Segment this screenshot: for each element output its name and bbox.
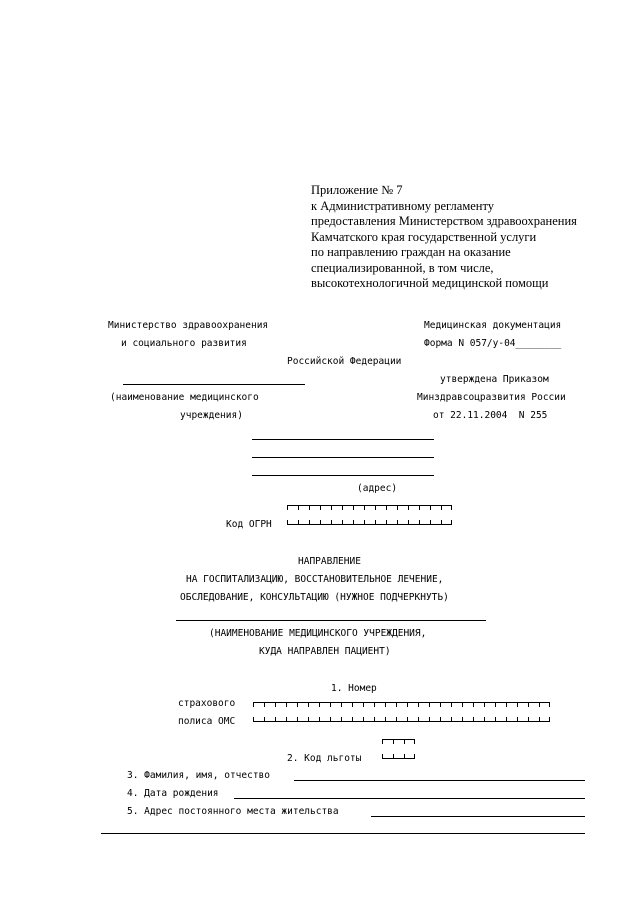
item-5-label: 5. Адрес постоянного места жительства: [127, 806, 339, 817]
char-cell[interactable]: [418, 702, 429, 722]
annex-line: высокотехнологичной медицинской помощи: [311, 276, 549, 290]
destination-caption-2: КУДА НАПРАВЛЕН ПАЦИЕНТ): [259, 646, 391, 657]
annex-line: специализированной, в том числе,: [311, 260, 494, 275]
document-subtitle-1: НА ГОСПИТАЛИЗАЦИЮ, ВОССТАНОВИТЕЛЬНОЕ ЛЕЧЕНИЕ,: [186, 574, 444, 585]
item-3-label: 3. Фамилия, имя, отчество: [127, 770, 270, 781]
address-caption: (адрес): [357, 483, 398, 494]
document-subtitle-2: ОБСЛЕДОВАНИЕ, КОНСУЛЬТАЦИЮ (НУЖНОЕ ПОДЧЕРКНУТЬ): [180, 592, 449, 603]
annex-header: [311, 183, 611, 292]
char-cell[interactable]: [506, 702, 517, 722]
char-cell[interactable]: [275, 702, 286, 722]
address-line-2: [252, 457, 434, 458]
form-number: Форма N 057/у-04________: [424, 338, 562, 349]
birth-date-line[interactable]: [234, 798, 585, 799]
item-1-label: 1. Номер: [331, 683, 377, 694]
char-cell[interactable]: [286, 702, 297, 722]
annex-line: Камчатского края государственной услуги: [311, 229, 537, 244]
char-cell[interactable]: [309, 505, 320, 525]
char-cell[interactable]: [375, 505, 386, 525]
char-cell[interactable]: [473, 702, 484, 722]
char-cell[interactable]: [331, 505, 342, 525]
char-cell[interactable]: [451, 702, 462, 722]
char-cell[interactable]: [408, 505, 419, 525]
annex-line: Приложение № 7: [311, 183, 403, 197]
ministry-line-3: Российской Федерации: [287, 356, 402, 367]
doc-type: Медицинская документация: [424, 320, 562, 331]
char-cell[interactable]: [462, 702, 473, 722]
approved-line-2: Минздравсоцразвития России: [417, 392, 566, 403]
char-cell[interactable]: [319, 702, 330, 722]
char-cell[interactable]: [253, 702, 264, 722]
char-cell[interactable]: [430, 505, 441, 525]
char-cell[interactable]: [407, 702, 418, 722]
char-cell[interactable]: [374, 702, 385, 722]
char-cell[interactable]: [363, 702, 374, 722]
ministry-line-1: Министерство здравоохранения: [108, 320, 269, 331]
document-title: НАПРАВЛЕНИЕ: [298, 556, 361, 567]
char-cell[interactable]: [429, 702, 440, 722]
address-line-3: [252, 475, 434, 476]
ministry-line-2: и социального развития: [121, 338, 247, 349]
polis-number-cell-grid[interactable]: [253, 702, 550, 722]
char-cell[interactable]: [297, 702, 308, 722]
full-name-line[interactable]: [294, 780, 585, 781]
char-cell[interactable]: [298, 505, 309, 525]
ogrn-label: Код ОГРН: [226, 519, 272, 530]
char-cell[interactable]: [528, 702, 539, 722]
benefit-code-cell-grid[interactable]: [382, 739, 415, 759]
char-cell[interactable]: [393, 739, 404, 759]
annex-line: к Административному регламенту: [311, 198, 495, 213]
item-2-label: 2. Код льготы: [287, 753, 362, 764]
item-4-label: 4. Дата рождения: [127, 788, 219, 799]
polis-label-1: страхового: [178, 698, 236, 709]
char-cell[interactable]: [397, 505, 408, 525]
address-line-1: [252, 439, 434, 440]
ogrn-cell-grid[interactable]: [287, 505, 452, 525]
institution-name-line: [123, 384, 305, 385]
bottom-rule: [101, 833, 585, 834]
char-cell[interactable]: [440, 702, 451, 722]
char-cell[interactable]: [353, 505, 364, 525]
annex-line: по направлению граждан на оказание: [311, 245, 511, 259]
char-cell[interactable]: [419, 505, 430, 525]
char-cell[interactable]: [330, 702, 341, 722]
approved-line-1: утверждена Приказом: [440, 374, 549, 385]
destination-caption-1: (НАИМЕНОВАНИЕ МЕДИЦИНСКОГО УЧРЕЖДЕНИЯ,: [209, 628, 427, 639]
char-cell[interactable]: [352, 702, 363, 722]
polis-label-2: полиса ОМС: [178, 716, 236, 727]
char-cell[interactable]: [342, 505, 353, 525]
char-cell[interactable]: [382, 739, 393, 759]
char-cell[interactable]: [364, 505, 375, 525]
char-cell[interactable]: [264, 702, 275, 722]
char-cell[interactable]: [385, 702, 396, 722]
char-cell[interactable]: [396, 702, 407, 722]
char-cell[interactable]: [308, 702, 319, 722]
annex-line: предоставления Министерством здравоохранения: [311, 214, 577, 228]
char-cell[interactable]: [287, 505, 298, 525]
char-cell[interactable]: [517, 702, 528, 722]
char-cell[interactable]: [484, 702, 495, 722]
residence-address-line[interactable]: [371, 816, 585, 817]
char-cell[interactable]: [341, 702, 352, 722]
destination-institution-line: [176, 620, 486, 621]
institution-caption-1: (наименование медицинского: [110, 392, 259, 403]
char-cell[interactable]: [320, 505, 331, 525]
char-cell[interactable]: [386, 505, 397, 525]
approved-line-3: от 22.11.2004 N 255: [433, 410, 548, 421]
institution-caption-2: учреждения): [180, 410, 243, 421]
char-cell[interactable]: [495, 702, 506, 722]
